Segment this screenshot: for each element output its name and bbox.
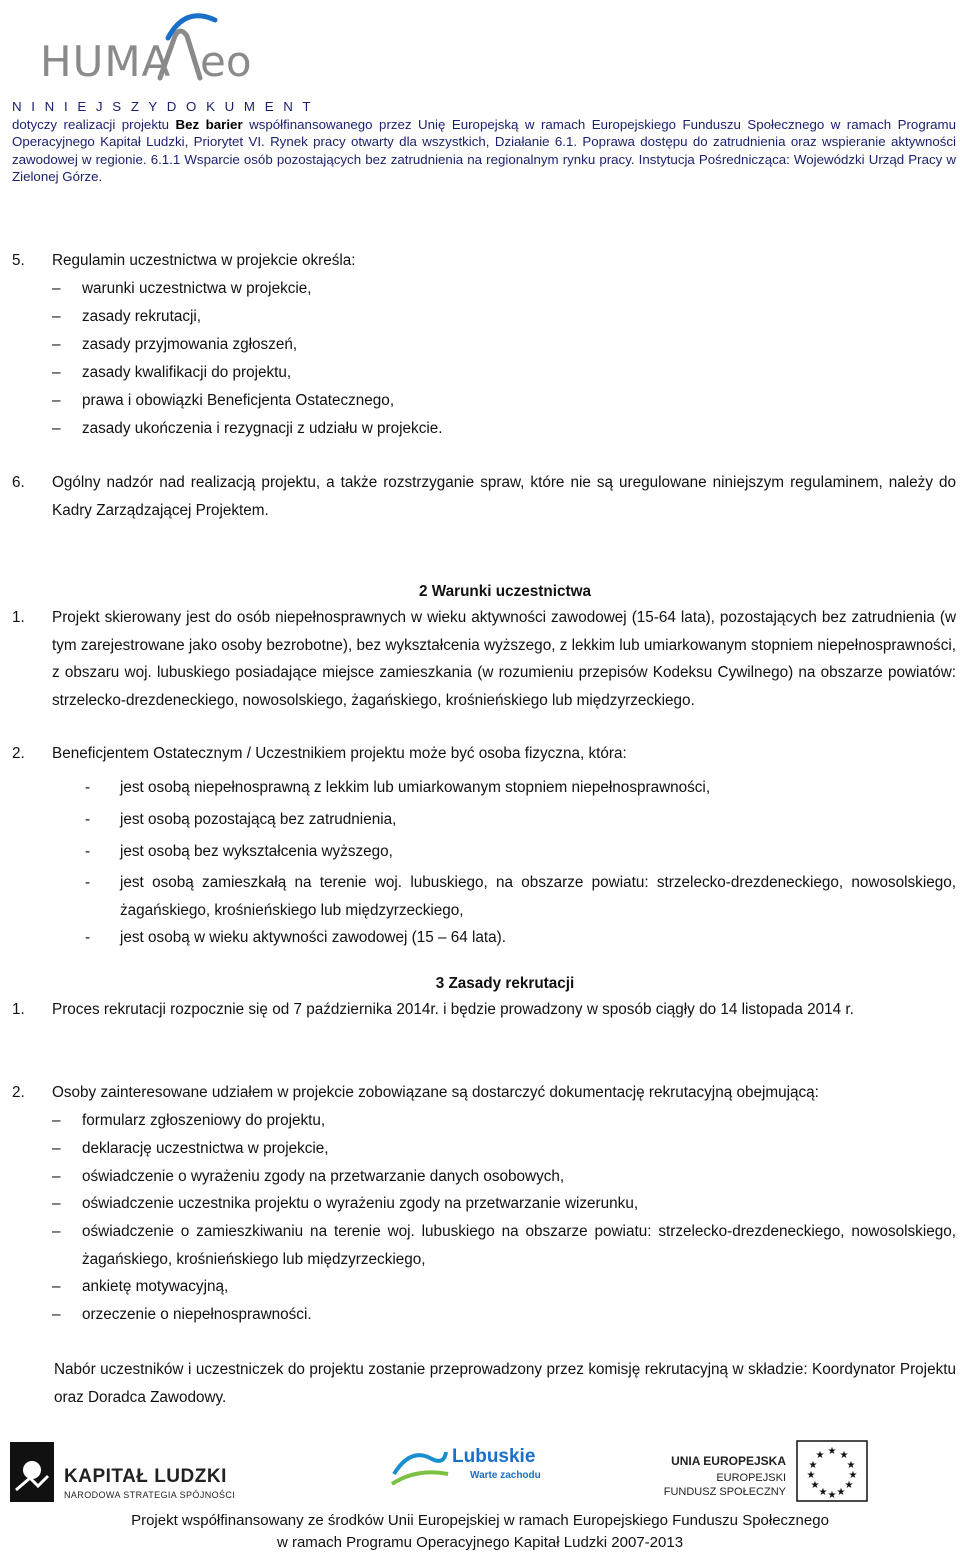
item5-list-item: prawa i obowiązki Beneficjenta Ostatecznego, (82, 392, 395, 409)
svg-text:★: ★ (848, 1470, 858, 1481)
dash-bullet: – (52, 1168, 61, 1185)
dash-bullet: – (52, 364, 61, 381)
svg-text:★: ★ (810, 1480, 820, 1491)
item5-list-item: zasady ukończenia i rezygnacji z udziału w projekcie. (82, 420, 443, 437)
footer-line1: Projekt współfinansowany ze środków Unii Europejskiej w ramach Europejskiego Funduszu Społecznego (131, 1512, 829, 1529)
item6-text: Ogólny nadzór nad realizacją projektu, a także rozstrzyganie spraw, które nie są uregulowane niniejszym regulaminem, należy do Kadry Zarządzającej Projektem. (52, 474, 956, 519)
section3-list-item: oświadczenie uczestnika projektu o wyrażeniu zgody na przetwarzanie wizerunku, (82, 1195, 639, 1212)
humaneo-logo (40, 8, 250, 88)
dash-bullet: – (52, 392, 61, 409)
footer-line2: w ramach Programu Operacyjnego Kapitał Ludzki 2007-2013 (276, 1534, 684, 1551)
section2-p2-number: 2. (12, 745, 25, 762)
document-header (12, 98, 956, 186)
section3-list-item: oświadczenie o zamieszkiwaniu na terenie woj. lubuskiego na obszarze powiatu: strzelecko-drezdeneckiego, nowosolskiego, żagańskiego, krośnieńskiego lub międzyrzeckiego, (82, 1223, 956, 1268)
svg-text:★: ★ (815, 1450, 825, 1461)
svg-text:★: ★ (836, 1487, 846, 1498)
item5-list-item: warunki uczestnictwa w projekcie, (82, 280, 312, 297)
svg-text:★: ★ (818, 1487, 828, 1498)
section3-p1-number: 1. (12, 1001, 25, 1018)
footer-logos (0, 1440, 960, 1520)
ue-line3: FUNDUSZ SPOŁECZNY (663, 1486, 786, 1498)
hyphen-bullet: - (85, 843, 91, 860)
hyphen-bullet: - (85, 929, 91, 946)
hyphen-bullet: - (85, 874, 91, 891)
item5-list-item: zasady kwalifikacji do projektu, (82, 364, 292, 381)
dash-bullet: – (52, 1306, 61, 1323)
section3-list-item: ankietę motywacyjną, (82, 1278, 229, 1295)
section2-list-item: jest osobą bez wykształcenia wyższego, (120, 843, 393, 860)
item5-list-item: zasady przyjmowania zgłoszeń, (82, 336, 298, 353)
section2-list-item: jest osobą w wieku aktywności zawodowej (15 – 64 lata). (120, 929, 507, 946)
dash-bullet: – (52, 1140, 61, 1157)
dash-bullet: – (52, 308, 61, 325)
project-name: Bez barier (175, 116, 243, 132)
header-text-a: dotyczy realizacji projektu (12, 116, 176, 132)
hyphen-bullet: - (85, 779, 91, 796)
lubuskie-subtitle: Warte zachodu (470, 1470, 541, 1481)
svg-text:★: ★ (808, 1460, 818, 1471)
dash-bullet: – (52, 1195, 61, 1212)
section3-p2-number: 2. (12, 1084, 25, 1101)
section2-list-item: jest osobą pozostającą bez zatrudnienia, (120, 811, 397, 828)
dash-bullet: – (52, 336, 61, 353)
doc-title: N I N I E J S Z Y D O K U M E N T (12, 99, 314, 114)
dash-bullet: – (52, 1278, 61, 1295)
eu-flag-icon (796, 1440, 868, 1504)
kapital-ludzki-subtitle: NARODOWA STRATEGIA SPÓJNOŚCI (64, 1490, 236, 1500)
humaneo-logo-mark (40, 8, 250, 88)
section3-list-item: orzeczenie o niepełnosprawności. (82, 1306, 312, 1323)
dash-bullet: – (52, 420, 61, 437)
item5-number: 5. (12, 252, 25, 269)
svg-text:★: ★ (846, 1460, 856, 1471)
footer-text (0, 1510, 960, 1554)
lubuskie-title: Lubuskie (452, 1446, 536, 1467)
section3-p1: Proces rekrutacji rozpocznie się od 7 października 2014r. i będzie prowadzony w sposób ciągły do 14 listopada 2014 r. (52, 1001, 854, 1018)
section3-p2: Osoby zainteresowane udziałem w projekcie zobowiązane są dostarczyć dokumentację rekrutacyjną obejmującą: (52, 1084, 819, 1101)
section2-list-item: jest osobą niepełnosprawną z lekkim lub umiarkowanym stopniem niepełnosprawności, (120, 779, 711, 796)
item6-number: 6. (12, 474, 25, 491)
section2-p1-number: 1. (12, 609, 25, 626)
svg-text:★: ★ (827, 1446, 837, 1457)
svg-text:★: ★ (844, 1480, 854, 1491)
kapital-ludzki-emblem-icon (8, 1440, 60, 1504)
item5-list-item: zasady rekrutacji, (82, 308, 202, 325)
kapital-ludzki-title: KAPITAŁ LUDZKI (64, 1466, 227, 1487)
section2-title: 2 Warunki uczestnictwa (419, 583, 591, 600)
section2-p1: Projekt skierowany jest do osób niepełnosprawnych w wieku aktywności zawodowej (15-64 lata), pozostających bez zatrudnienia (w tym zarejestrowane jako osoby bezrobotne), bez wykształcenia wyższego, z lekkim lub umiarkowanym stopniem niepełnosprawności, z obszaru woj. lubuskiego posiadające miejsce zamieszkania (w rozumieniu przepisów Kodeksu Cywilnego) na obszarze powiatów: strzelecko-drezdeneckiego, nowosolskiego, żagańskiego, krośnieńskiego lub międzyrzeckiego. (52, 609, 956, 709)
svg-text:★: ★ (806, 1470, 816, 1481)
section3-closing: Nabór uczestników i uczestniczek do projektu zostanie przeprowadzony przez komisję rekrutacyjną w składzie: Koordynator Projektu oraz Doradca Zawodowy. (54, 1361, 956, 1406)
section2-p2: Beneficjentem Ostatecznym / Uczestnikiem projektu może być osoba fizyczna, która: (52, 745, 627, 762)
section3-list-item: oświadczenie o wyrażeniu zgody na przetwarzanie danych osobowych, (82, 1168, 565, 1185)
ue-line1: UNIA EUROPEJSKA (671, 1454, 786, 1468)
section2-list-item: jest osobą zamieszkałą na terenie woj. lubuskiego, na obszarze powiatu: strzelecko-drezdeneckiego, nowosolskiego, żagańskiego, krośnieńskiego lub międzyrzeckiego, (120, 874, 956, 919)
dash-bullet: – (52, 280, 61, 297)
svg-text:★: ★ (827, 1490, 837, 1501)
svg-text:★: ★ (839, 1450, 849, 1461)
svg-text:eo: eo (200, 37, 250, 86)
dash-bullet: – (52, 1223, 61, 1240)
section3-list-item: formularz zgłoszeniowy do projektu, (82, 1112, 326, 1129)
section3-title: 3 Zasady rekrutacji (435, 975, 575, 992)
hyphen-bullet: - (85, 811, 91, 828)
lubuskie-logo-icon (390, 1444, 450, 1488)
header-text-b: współfinansowanego przez Unię Europejską w ramach Europejskiego Funduszu Społecznego w ramach Programu Operacyjnego Kapitał Ludzki, Priorytet VI. Rynek pracy otwarty dla wszystkich, Działanie 6.1. Poprawa dostępu do zatrudnienia oraz wspieranie aktywności zawodowej w regionie. 6.1.1 Wsparcie osób pozostających bez zatrudnienia na regionalnym rynku pracy. Instytucja Pośrednicząca: Wojewódzki Urząd Pracy w Zielonej Górze. (12, 116, 957, 184)
ue-line2: EUROPEJSKI (716, 1472, 786, 1484)
section3-list-item: deklarację uczestnictwa w projekcie, (82, 1140, 329, 1157)
item5-text: Regulamin uczestnictwa w projekcie określa: (52, 252, 356, 269)
svg-text:HUMA: HUMA (40, 37, 172, 86)
dash-bullet: – (52, 1112, 61, 1129)
